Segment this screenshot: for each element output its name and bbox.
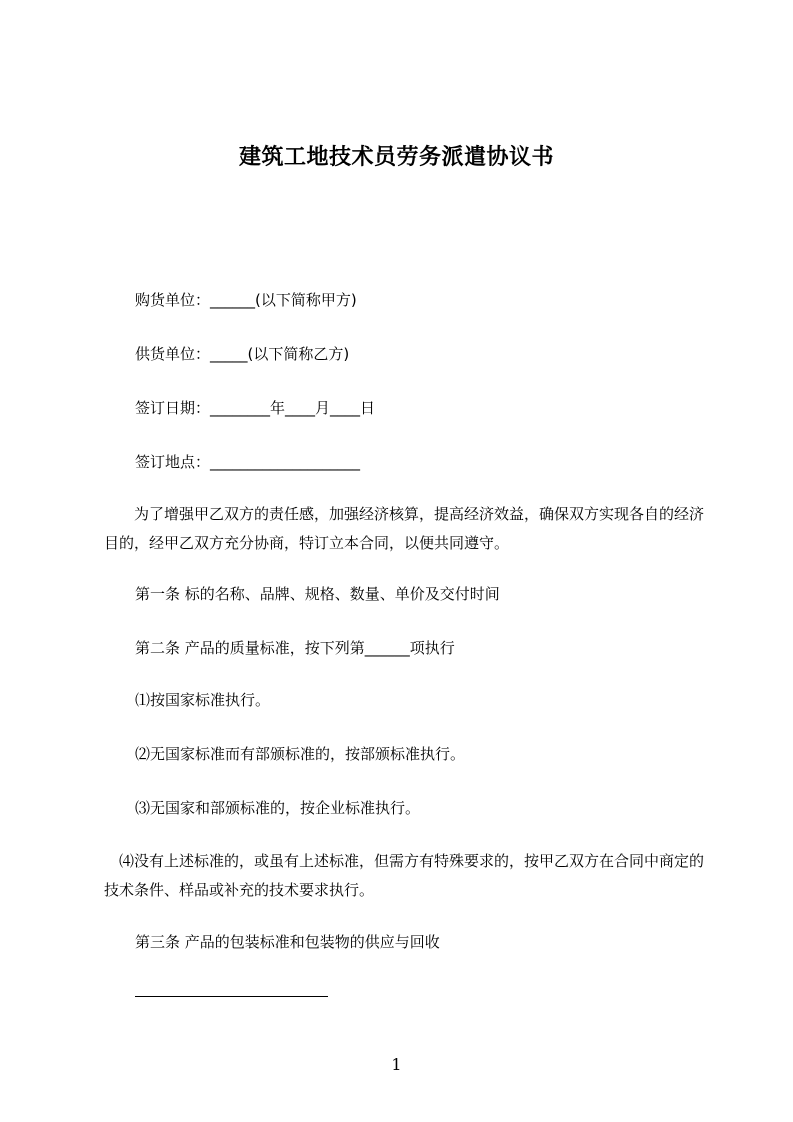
article-3: 第三条 产品的包装标准和包装物的供应与回收 [135,933,440,951]
buyer-field: 购货单位：______(以下简称甲方) [135,291,357,309]
document-title: 建筑工地技术员劳务派遣协议书 [238,145,554,170]
quality-item-3: ⑶无国家和部颁标准的，按企业标准执行。 [135,799,421,817]
article-1: 第一条 标的名称、品牌、规格、数量、单价及交付时间 [135,585,500,603]
footnote-separator [135,996,328,997]
quality-item-4: ⑷没有上述标准的，或虽有上述标准，但需方有特殊要求的，按甲乙双方在合同中商定的技术条件、样品或补充的技术要求执行。 [104,852,705,899]
quality-item-1: ⑴按国家标准执行。 [135,691,271,709]
supplier-field: 供货单位：_____(以下简称乙方) [135,345,350,363]
quality-item-2: ⑵无国家标准而有部颁标准的，按部颁标准执行。 [135,745,466,763]
article-2: 第二条 产品的质量标准，按下列第______项执行 [135,639,455,657]
intro-paragraph: 为了增强甲乙双方的责任感，加强经济核算，提高经济效益，确保双方实现各自的经济目的，经甲乙双方充分协商，特订立本合同，以便共同遵守。 [104,505,705,552]
sign-date-field: 签订日期：________年____月____日 [135,399,376,417]
sign-place-field: 签订地点：____________________ [135,453,361,471]
page-number: 1 [391,1055,402,1074]
